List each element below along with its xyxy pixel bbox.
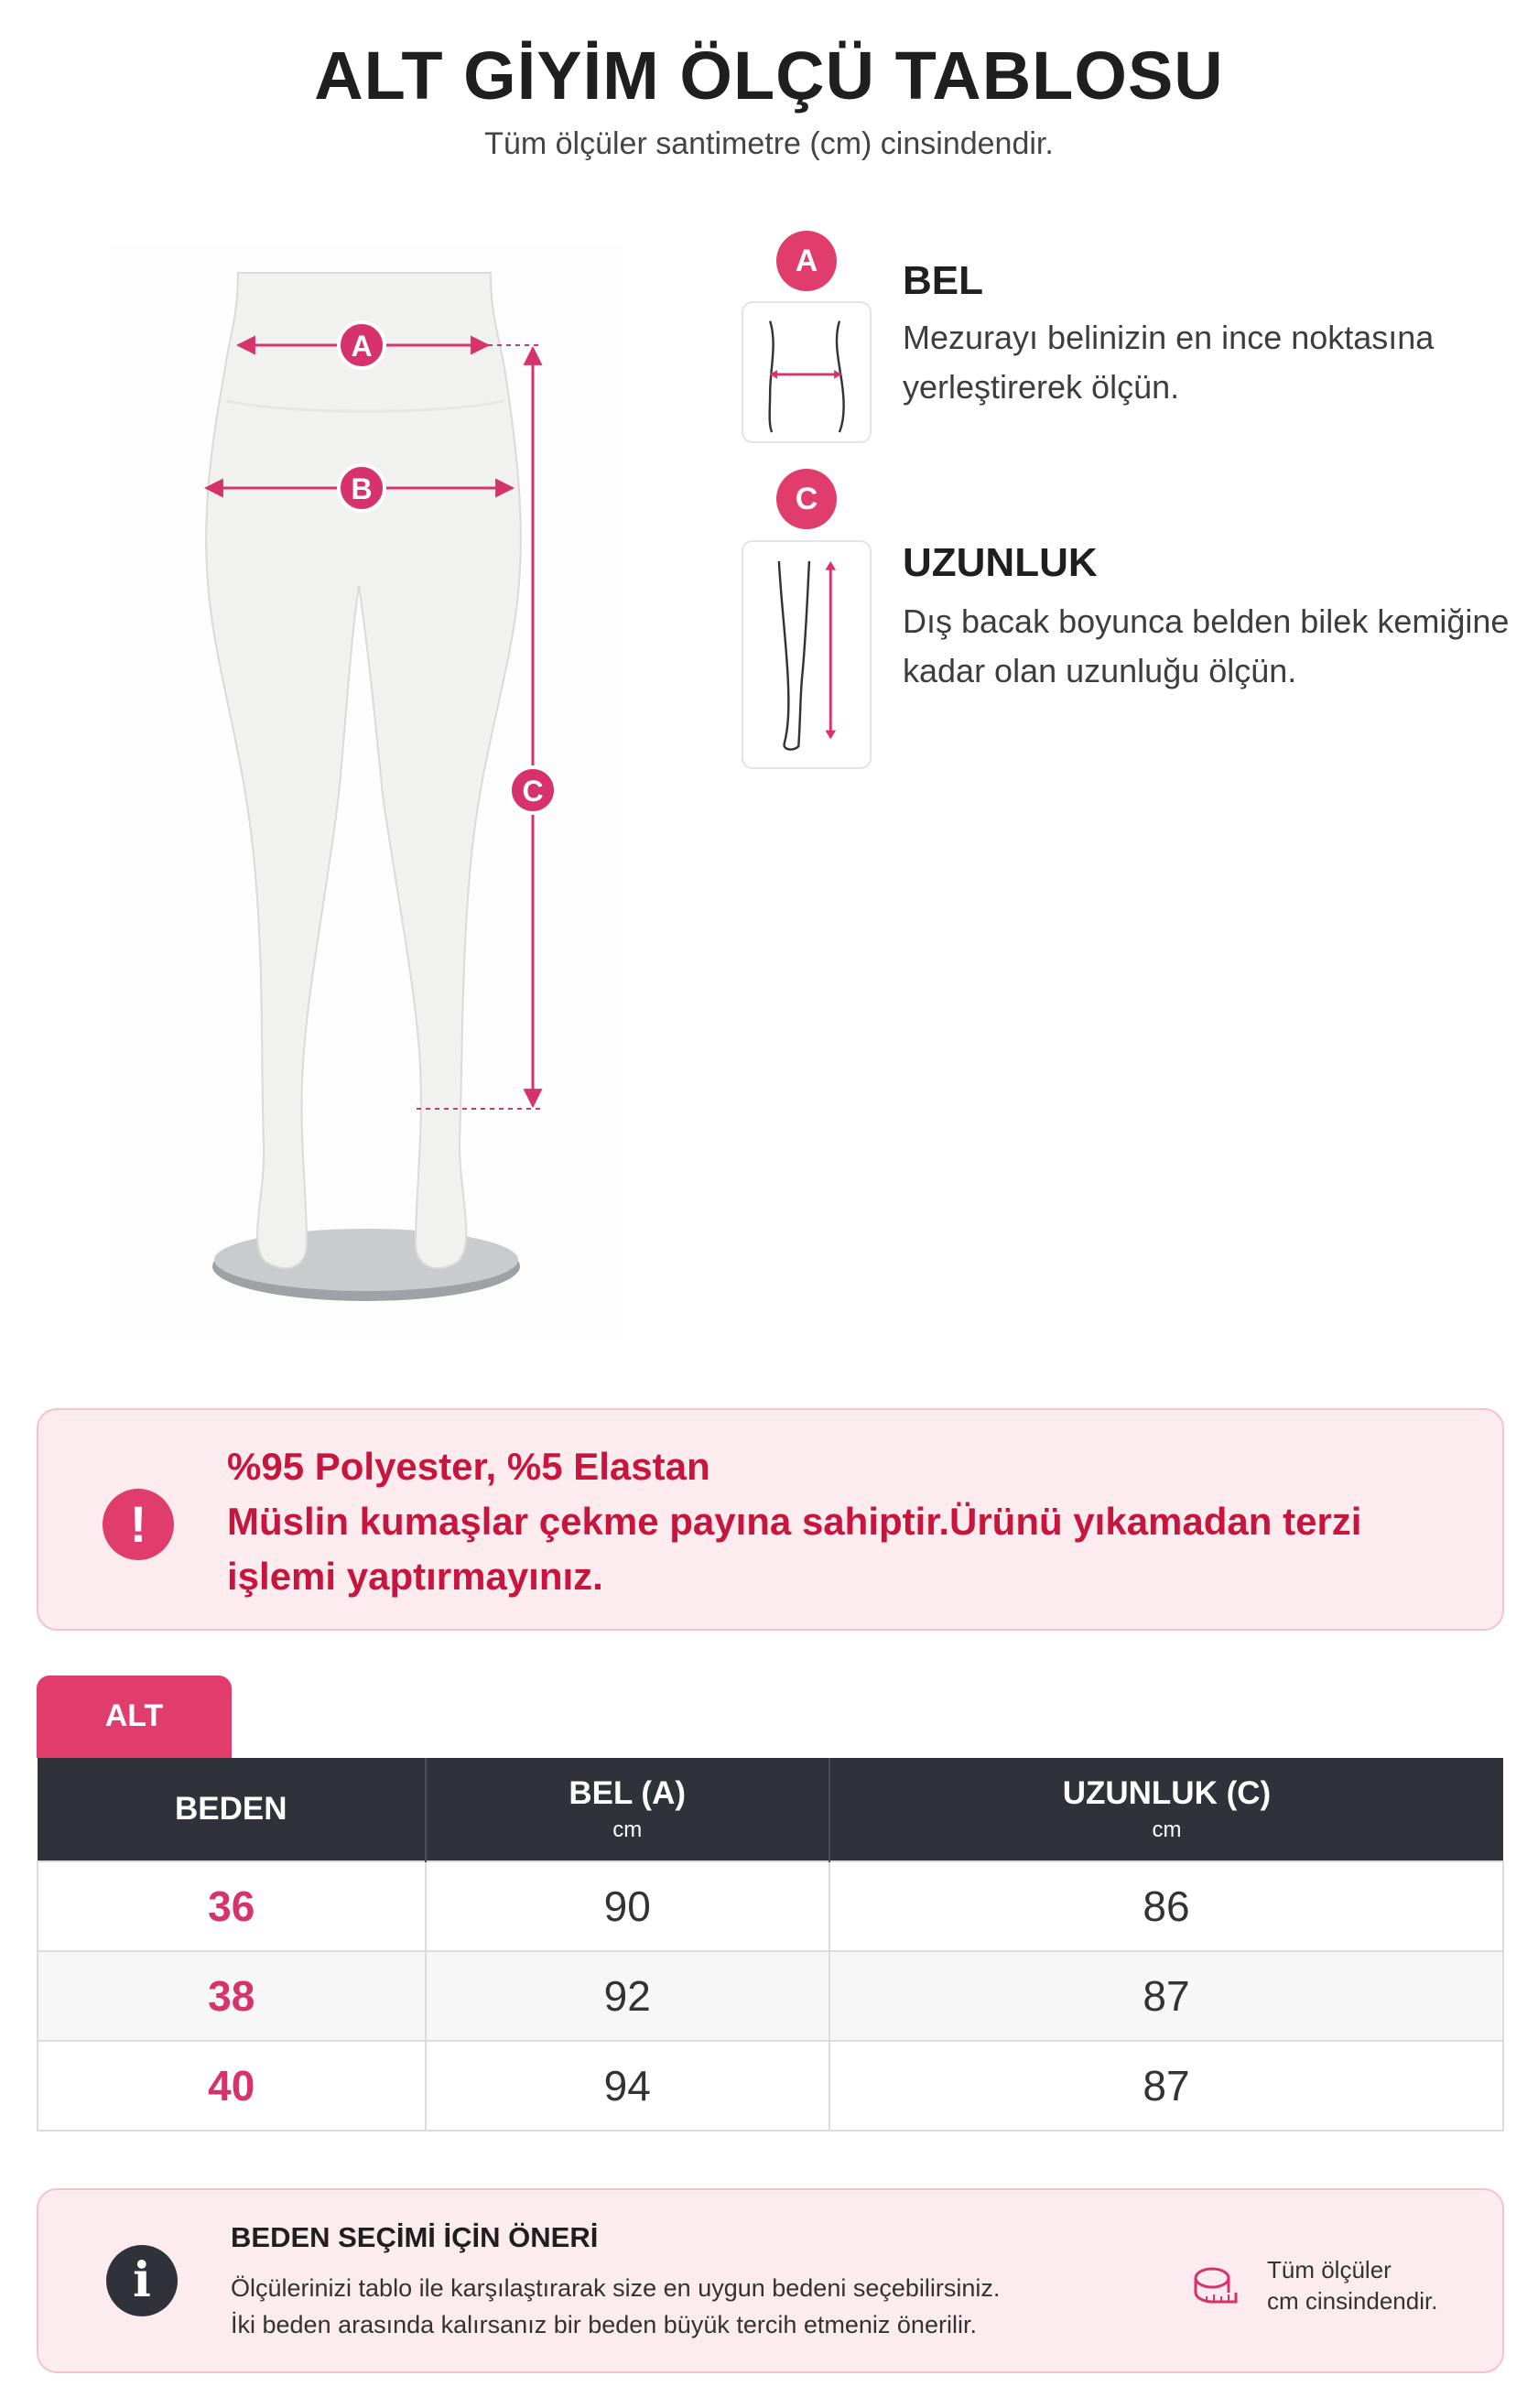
fabric-notice (37, 1408, 1504, 1631)
badge-c: C (776, 469, 837, 529)
length-cell: 87 (829, 1951, 1503, 2041)
waist-thumbnail (742, 301, 872, 443)
waist-cell: 90 (426, 1861, 829, 1951)
marker-b-label: B (351, 472, 373, 505)
leg-length-diagram-icon (743, 542, 870, 767)
length-cell: 86 (829, 1861, 1503, 1951)
tape-measure-icon (1188, 2256, 1243, 2311)
size-table (37, 1758, 1504, 2131)
marker-c-label: C (522, 775, 544, 808)
warning-icon: ! (103, 1489, 174, 1560)
notice-care: Müslin kumaşlar çekme payına sahiptir.Ürünü yıkamadan terzi işlemi yaptırmayınız. (227, 1500, 1362, 1598)
advice-line-2: İki beden arasında kalırsanız bir beden büyük tercih etmeniz önerilir. (231, 2311, 977, 2338)
header-length: UZUNLUK (C) cm (829, 1758, 1503, 1861)
waist-diagram-icon (743, 303, 870, 441)
notice-text (227, 1439, 1481, 1604)
length-cell: 87 (829, 2041, 1503, 2131)
header-waist: BEL (A) cm (426, 1758, 829, 1861)
table-row (38, 1861, 1503, 1951)
waist-cell: 94 (426, 2041, 829, 2131)
waist-cell: 92 (426, 1951, 829, 2041)
measurement-waist-title: BEL (903, 258, 983, 303)
mannequin-illustration (110, 245, 623, 1335)
notice-composition: %95 Polyester, %5 Elastan (227, 1445, 710, 1488)
measurement-length-desc: Dış bacak boyunca belden bilek kemiğine kadar olan uzunluğu ölçün. (903, 602, 1510, 689)
marker-a-label: A (351, 330, 373, 363)
page-subtitle: Tüm ölçüler santimetre (cm) cinsindendir. (484, 126, 1054, 161)
table-header-row (38, 1758, 1503, 1861)
size-advice-box (37, 2188, 1504, 2373)
advice-title: BEDEN SEÇİMİ İÇİN ÖNERİ (231, 2221, 599, 2253)
info-icon: i (106, 2245, 178, 2316)
tab-alt[interactable]: ALT (37, 1676, 232, 1758)
measurement-waist-desc: Mezurayı belinizin en ince noktasına yerleştirerek ölçün. (903, 319, 1435, 406)
length-thumbnail (742, 540, 872, 769)
size-cell: 36 (38, 1861, 426, 1951)
badge-a: A (776, 231, 837, 291)
table-row (38, 2041, 1503, 2131)
measurement-length-title: UZUNLUK (903, 540, 1098, 585)
table-row (38, 1951, 1503, 2041)
page-title: ALT GİYİM ÖLÇÜ TABLOSU (314, 38, 1224, 114)
measurement-waist (742, 231, 1511, 450)
unit-note: Tüm ölçüler cm cinsindendir. (1267, 2256, 1438, 2315)
advice-line-1: Ölçülerinizi tablo ile karşılaştırarak size en uygun bedeni seçebilirsiniz. (231, 2274, 1001, 2302)
header-size: BEDEN (38, 1758, 426, 1861)
mannequin-figure (110, 245, 623, 1335)
size-cell: 40 (38, 2041, 426, 2131)
measurement-length (742, 469, 1511, 771)
size-cell: 38 (38, 1951, 426, 2041)
